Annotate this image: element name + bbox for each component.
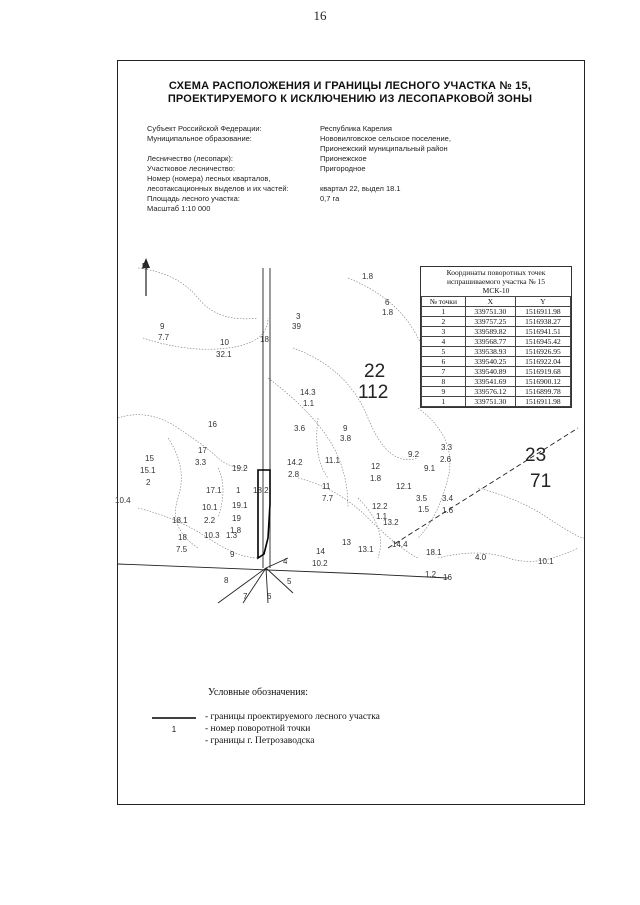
point-label-5: 5 — [287, 577, 292, 586]
cell-x: 339751.30 — [465, 397, 515, 407]
cell-point: 2 — [422, 317, 466, 327]
cell-point: 1 — [422, 397, 466, 407]
map-label: 3.8 — [340, 434, 352, 443]
cell-x: 339757.25 — [465, 317, 515, 327]
map-label: 18 — [178, 533, 187, 542]
legend-text: - границы г. Петрозаводска — [205, 736, 315, 746]
cell-point: 3 — [422, 327, 466, 337]
map-label: 3.4 — [442, 494, 454, 503]
map-label: 4.0 — [475, 553, 487, 562]
map-label: 15 — [145, 454, 154, 463]
map-label: 13 — [342, 538, 351, 547]
quarters-label-2: лесотаксационных выделов и их частей: — [147, 184, 289, 193]
map-label: 12.2 — [372, 502, 388, 511]
cell-y: 1516922.04 — [515, 357, 570, 367]
map-label: 14.2 — [287, 458, 303, 467]
cell-point: 4 — [422, 337, 466, 347]
map-label: 10.4 — [115, 496, 131, 505]
header-y: Y — [515, 297, 570, 307]
header-x: X — [465, 297, 515, 307]
map-label: 19.1 — [232, 501, 248, 510]
table-row — [422, 367, 571, 377]
map-label: 39 — [292, 322, 301, 331]
forestry-value: Прионежское — [320, 154, 367, 163]
cell-point: 5 — [422, 347, 466, 357]
district-label: Участковое лесничество: — [147, 164, 235, 173]
quarters-value: квартал 22, выдел 18.1 — [320, 184, 401, 193]
map-label: 10.3 — [204, 531, 220, 540]
map-label: 10.2 — [312, 559, 328, 568]
cell-x: 339540.25 — [465, 357, 515, 367]
map-label: 10 — [220, 338, 229, 347]
map-label: 13.2 — [383, 518, 399, 527]
map-label: 1.2 — [425, 570, 437, 579]
legend-item-city-boundary — [150, 736, 450, 748]
subject-label: Субъект Российской Федерации: — [147, 124, 262, 133]
map-label: 16 — [208, 420, 217, 429]
cell-x: 339538.93 — [465, 347, 515, 357]
table-header-row — [422, 297, 571, 307]
dashed-line-symbol — [150, 736, 198, 748]
map-label: 3.3 — [441, 443, 453, 452]
map-label: 4 — [283, 557, 288, 566]
cell-y: 1516926.95 — [515, 347, 570, 357]
map-label: 18.2 — [253, 486, 269, 495]
map-label: 18.1 — [426, 548, 442, 557]
quarter-23-number: 23 — [525, 445, 547, 466]
cell-point: 8 — [422, 377, 466, 387]
municipality-value-2: Прионежский муниципальный район — [320, 144, 448, 153]
map-label: 11.1 — [325, 456, 340, 465]
map-label: 2.2 — [204, 516, 216, 525]
municipality-value-1: Нововилговское сельское поселение, — [320, 134, 451, 143]
map-label: 1 — [236, 486, 241, 495]
coordinates-title-line-3: МСК-10 — [482, 286, 510, 295]
map-label: 15.1 — [140, 466, 156, 475]
map-label: 3.3 — [195, 458, 207, 467]
legend — [150, 712, 450, 748]
legend-text: - границы проектируемого лесного участка — [205, 712, 380, 722]
cell-x: 339589.82 — [465, 327, 515, 337]
legend-title: Условные обозначения: — [208, 687, 309, 698]
map-label: 18 — [260, 335, 269, 344]
quarter-22-area: 112 — [358, 382, 389, 403]
parcel-boundary — [258, 470, 270, 558]
table-row — [422, 317, 571, 327]
header-point: № точки — [422, 297, 466, 307]
map-label: 1.1 — [303, 399, 315, 408]
map-label: 7.7 — [322, 494, 334, 503]
coordinates-table-box — [420, 266, 572, 408]
table-row — [422, 397, 571, 407]
subject-value: Республика Карелия — [320, 124, 392, 133]
map-label: 1.8 — [370, 474, 382, 483]
table-row — [422, 327, 571, 337]
point-label-6: 6 — [267, 592, 272, 601]
cell-x: 339540.89 — [465, 367, 515, 377]
map-label: 10.1 — [538, 557, 554, 566]
cell-x: 339576.12 — [465, 387, 515, 397]
north-label: N — [142, 262, 148, 271]
map-label: 2.8 — [288, 470, 300, 479]
coordinates-title-line-2: испрашиваемого участка № 15 — [446, 277, 546, 286]
map-label: 10.1 — [202, 503, 218, 512]
map-label: 14 — [316, 547, 325, 556]
point-number-symbol: 1 — [171, 725, 177, 734]
coordinates-title-line-1: Координаты поворотных точек — [446, 268, 546, 277]
coordinates-title — [421, 267, 571, 296]
cell-point: 6 — [422, 357, 466, 367]
map-label: 12 — [371, 462, 380, 471]
quarter-22-number: 22 — [364, 361, 386, 382]
map-label: 3.5 — [416, 494, 428, 503]
map-label: 17 — [198, 446, 207, 455]
cell-y: 1516941.51 — [515, 327, 570, 337]
cell-y: 1516945.42 — [515, 337, 570, 347]
map-label: 16 — [443, 573, 452, 582]
cell-x: 339541.69 — [465, 377, 515, 387]
cell-y: 1516900.12 — [515, 377, 570, 387]
map-label: 19.2 — [232, 464, 248, 473]
area-value: 0,7 га — [320, 194, 340, 203]
map-label: 9 — [343, 424, 348, 433]
map-label: 1.6 — [442, 506, 454, 515]
cell-y: 1516919.68 — [515, 367, 570, 377]
table-row — [422, 347, 571, 357]
table-row — [422, 357, 571, 367]
map-label: 9 — [160, 322, 165, 331]
cell-point: 9 — [422, 387, 466, 397]
cell-y: 1516911.98 — [515, 397, 570, 407]
title-line-1: СХЕМА РАСПОЛОЖЕНИЯ И ГРАНИЦЫ ЛЕСНОГО УЧАСТКА № 15, — [168, 80, 532, 92]
coordinates-table — [421, 296, 571, 407]
map-label: 2 — [146, 478, 151, 487]
map-label: 9.1 — [424, 464, 436, 473]
map-label: 14.4 — [392, 540, 408, 549]
scheme-title — [120, 80, 580, 106]
map-label: 1.8 — [230, 526, 242, 535]
scale-label: Масштаб 1:10 000 — [147, 204, 211, 213]
map-label: 7.5 — [176, 545, 188, 554]
map-label: 12.1 — [396, 482, 412, 491]
municipality-label: Муниципальное образование: — [147, 134, 252, 143]
info-values — [320, 124, 520, 204]
cell-x: 339751.30 — [465, 307, 515, 317]
table-row — [422, 337, 571, 347]
quarter-23-area: 71 — [530, 471, 552, 492]
map-label: 3.6 — [294, 424, 306, 433]
map-label: 9 — [230, 550, 235, 559]
cell-point: 7 — [422, 367, 466, 377]
forestry-label: Лесничество (лесопарк): — [147, 154, 233, 163]
map-label: 17.1 — [206, 486, 222, 495]
info-labels — [147, 124, 317, 214]
area-label: Площадь лесного участка: — [147, 194, 240, 203]
map-label: 1.8 — [362, 272, 374, 281]
legend-item-boundary — [150, 712, 450, 724]
cell-y: 1516911.98 — [515, 307, 570, 317]
cell-y: 1516899.78 — [515, 387, 570, 397]
map-label: 19 — [232, 514, 241, 523]
legend-text: - номер поворотной точки — [205, 724, 311, 734]
page-number: 16 — [313, 8, 327, 23]
table-row — [422, 387, 571, 397]
map-label: 32.1 — [216, 350, 232, 359]
district-value: Пригородное — [320, 164, 366, 173]
map-label: 14.3 — [300, 388, 316, 397]
quarters-label-1: Номер (номера) лесных кварталов, — [147, 174, 271, 183]
legend-item-point-number — [150, 724, 450, 736]
map-label: 11 — [322, 482, 331, 491]
map-label: 9.2 — [408, 450, 420, 459]
map-label: 1.1 — [376, 512, 388, 521]
solid-line-symbol — [150, 712, 198, 724]
point-label-8: 8 — [224, 576, 229, 585]
map-label: 7.7 — [158, 333, 170, 342]
map-label: 6 — [385, 298, 390, 307]
map-label: 1.5 — [418, 505, 430, 514]
table-row — [422, 307, 571, 317]
point-label-7: 7 — [243, 592, 248, 601]
title-line-2: ПРОЕКТИРУЕМОГО К ИСКЛЮЧЕНИЮ ИЗ ЛЕСОПАРКОВОЙ ЗОНЫ — [167, 93, 533, 105]
map-label: 1.3 — [226, 531, 238, 540]
table-row — [422, 377, 571, 387]
cell-y: 1516938.27 — [515, 317, 570, 327]
cell-point: 1 — [422, 307, 466, 317]
map-label: 13.1 — [358, 545, 374, 554]
cell-x: 339568.77 — [465, 337, 515, 347]
map-label: 1.8 — [382, 308, 394, 317]
map-label: 2.6 — [440, 455, 452, 464]
map-label: 3 — [296, 312, 301, 321]
map-label: 18.1 — [172, 516, 188, 525]
